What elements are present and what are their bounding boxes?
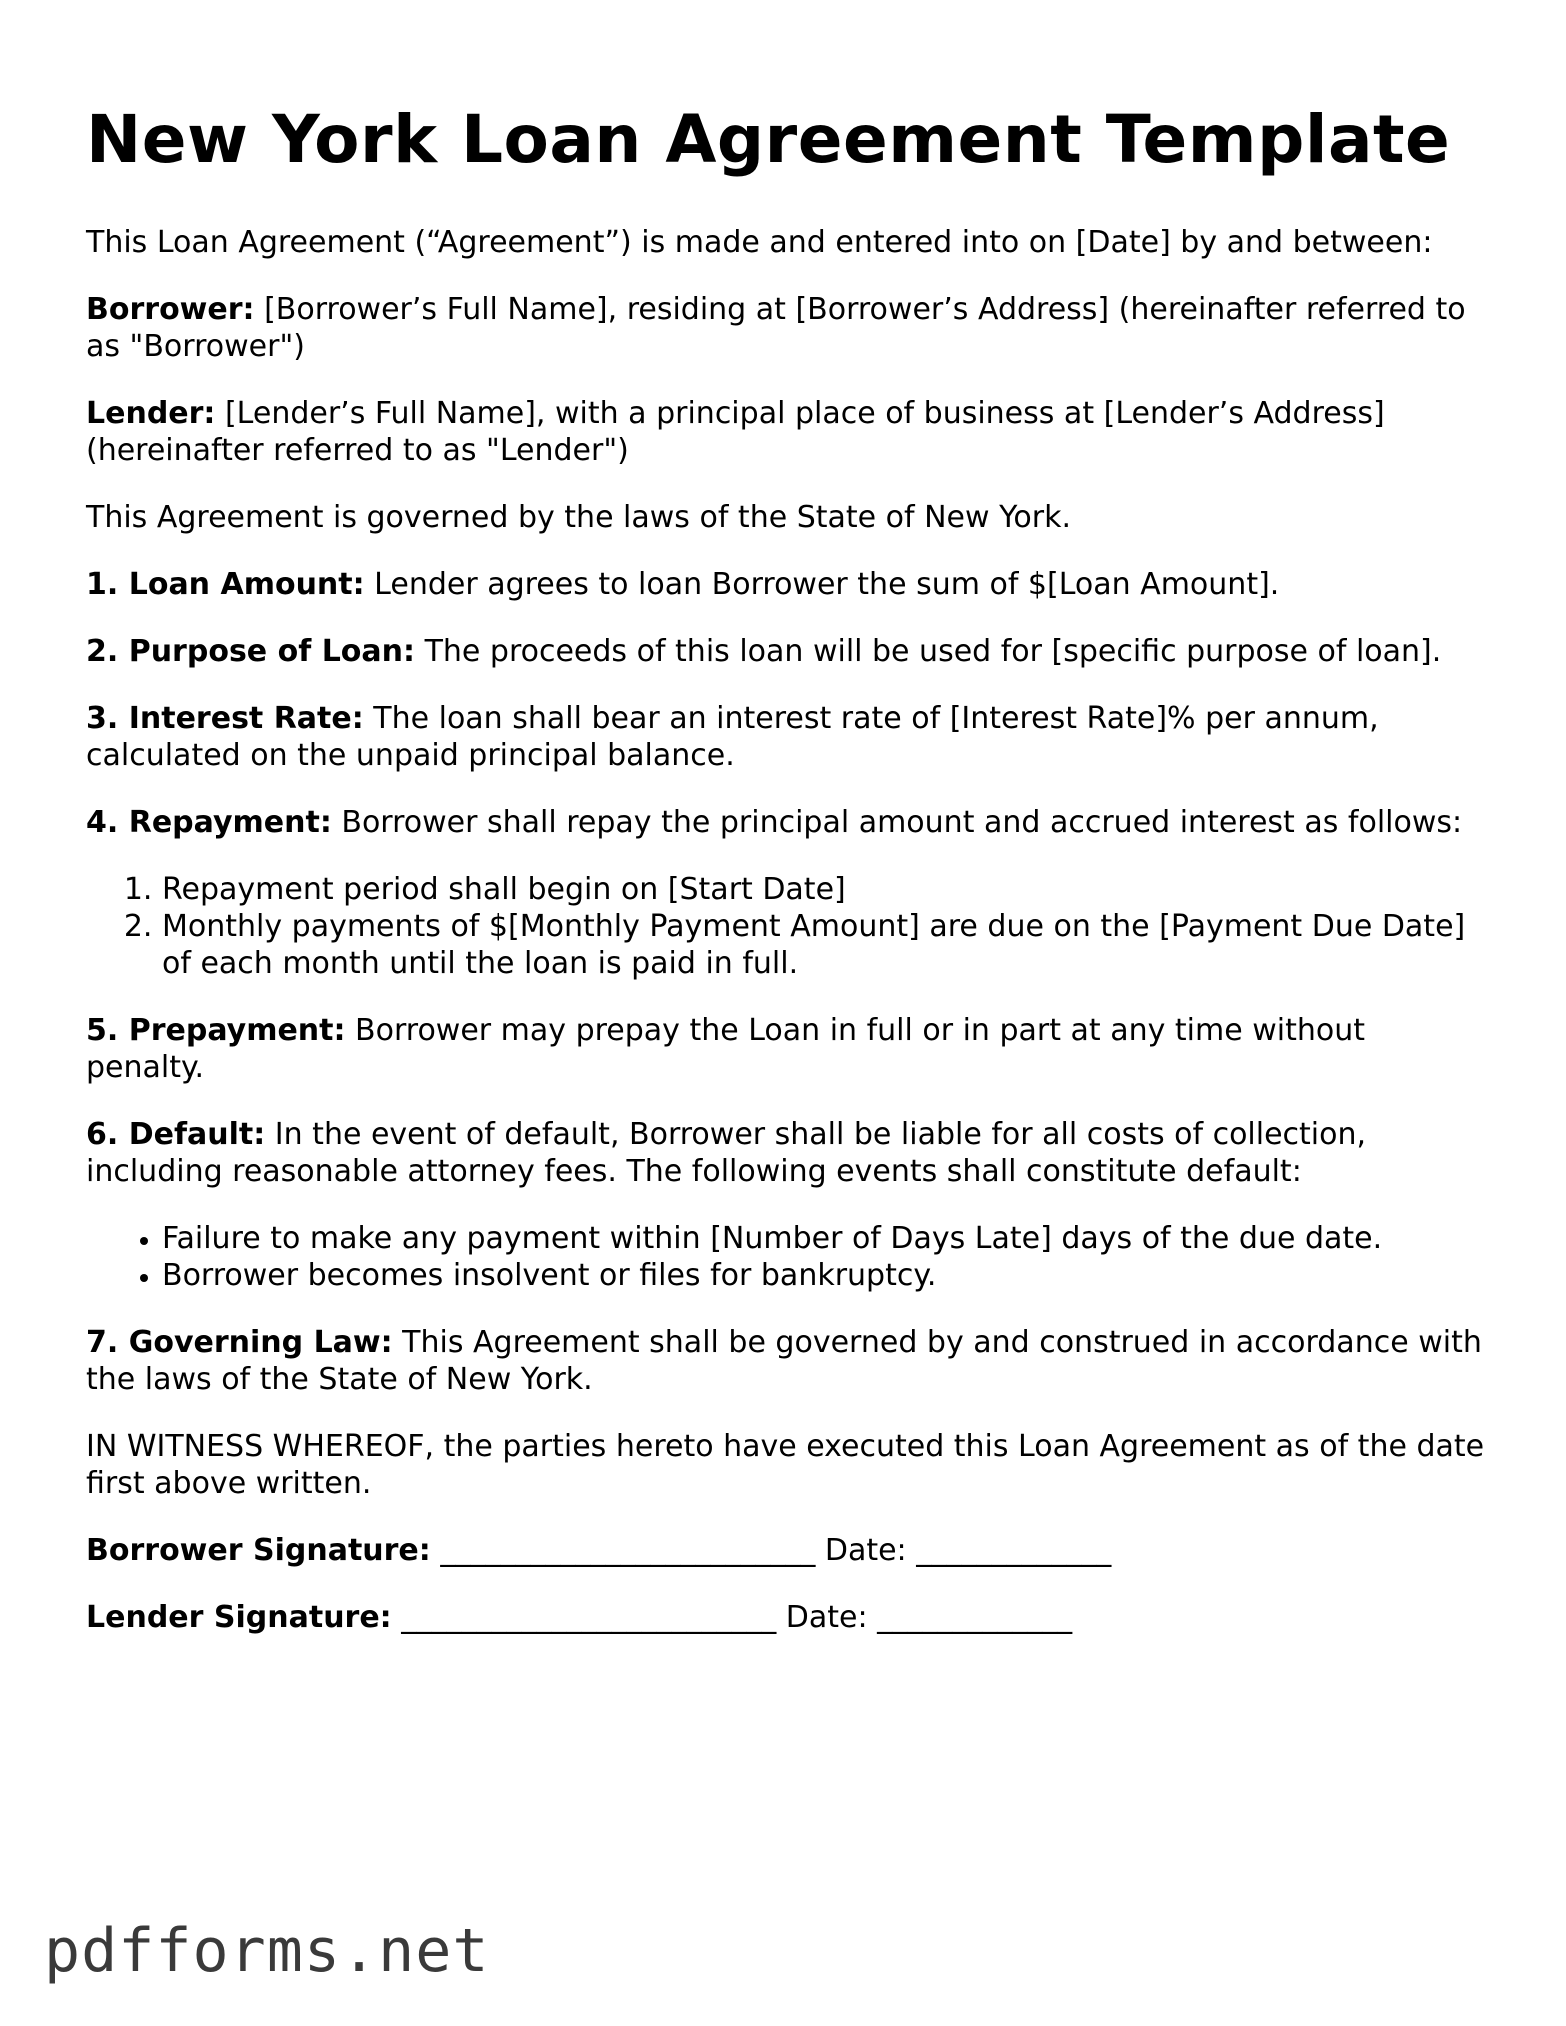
- governed-paragraph: This Agreement is governed by the laws of the State of New York.: [86, 500, 1072, 535]
- watermark: pdfforms.net: [44, 1916, 490, 1986]
- document-page: [86, 100, 1486, 1666]
- list-item: 2. Monthly payments of $[Monthly Payment Amount] are due on the [Payment Due Date] of each month until the loan is paid in full.: [162, 908, 1486, 982]
- borrower-signature-blank: _________________________ Date: _____________: [430, 1533, 1112, 1568]
- section-text: This Agreement shall be governed by and construed in accordance with the laws of the State of New York.: [86, 1325, 1482, 1397]
- section-purpose: [86, 633, 1486, 670]
- section-text: Borrower shall repay the principal amount and accrued interest as follows:: [331, 805, 1463, 840]
- section-text: Borrower may prepay the Loan in full or in part at any time without penalty.: [86, 1013, 1366, 1085]
- borrower-signature-label: Borrower Signature:: [86, 1533, 431, 1568]
- lender-signature-line: [86, 1599, 1486, 1636]
- section-label: 4. Repayment:: [86, 805, 332, 840]
- section-prepayment: [86, 1012, 1486, 1086]
- lender-paragraph: [86, 395, 1486, 469]
- lender-signature-label: Lender Signature:: [86, 1600, 392, 1635]
- section-text: The proceeds of this loan will be used for [specific purpose of loan].: [415, 634, 1442, 669]
- intro-paragraph: This Loan Agreement (“Agreement”) is made and entered into on [Date] by and between:: [86, 225, 1433, 260]
- list-item: 1. Repayment period shall begin on [Start Date]: [162, 871, 1486, 908]
- section-text: The loan shall bear an interest rate of [Interest Rate]% per annum, calculated on the unpaid principal balance.: [86, 701, 1379, 773]
- section-text: In the event of default, Borrower shall be liable for all costs of collection, including reasonable attorney fees. The following events shall constitute default:: [86, 1117, 1367, 1189]
- section-label: 1. Loan Amount:: [86, 567, 365, 602]
- borrower-paragraph: [86, 291, 1486, 365]
- section-default: [86, 1116, 1486, 1190]
- repayment-list: [86, 871, 1486, 982]
- document-title: New York Loan Agreement Template: [86, 101, 1451, 178]
- default-list: [86, 1220, 1486, 1294]
- section-label: 7. Governing Law:: [86, 1325, 393, 1360]
- section-text: Lender agrees to loan Borrower the sum of $[Loan Amount].: [364, 567, 1280, 602]
- section-governing-law: [86, 1324, 1486, 1398]
- section-repayment: [86, 804, 1486, 841]
- section-label: 2. Purpose of Loan:: [86, 634, 416, 669]
- section-interest-rate: [86, 700, 1486, 774]
- list-item: • Borrower becomes insolvent or files for bankruptcy.: [162, 1257, 1486, 1294]
- lender-label: Lender:: [86, 396, 216, 431]
- section-label: 3. Interest Rate:: [86, 701, 364, 736]
- borrower-label: Borrower:: [86, 292, 255, 327]
- borrower-text: [Borrower’s Full Name], residing at [Borrower’s Address] (hereinafter referred to as "Borrower"): [86, 292, 1466, 364]
- lender-text: [Lender’s Full Name], with a principal place of business at [Lender’s Address] (hereinafter referred to as "Lender"): [86, 396, 1385, 468]
- section-loan-amount: [86, 566, 1486, 603]
- witness-paragraph: IN WITNESS WHEREOF, the parties hereto have executed this Loan Agreement as of the date first above written.: [86, 1429, 1485, 1501]
- list-item: • Failure to make any payment within [Number of Days Late] days of the due date.: [162, 1220, 1486, 1257]
- lender-signature-blank: _________________________ Date: _____________: [391, 1600, 1073, 1635]
- borrower-signature-line: [86, 1532, 1486, 1569]
- section-label: 5. Prepayment:: [86, 1013, 346, 1048]
- section-label: 6. Default:: [86, 1117, 266, 1152]
